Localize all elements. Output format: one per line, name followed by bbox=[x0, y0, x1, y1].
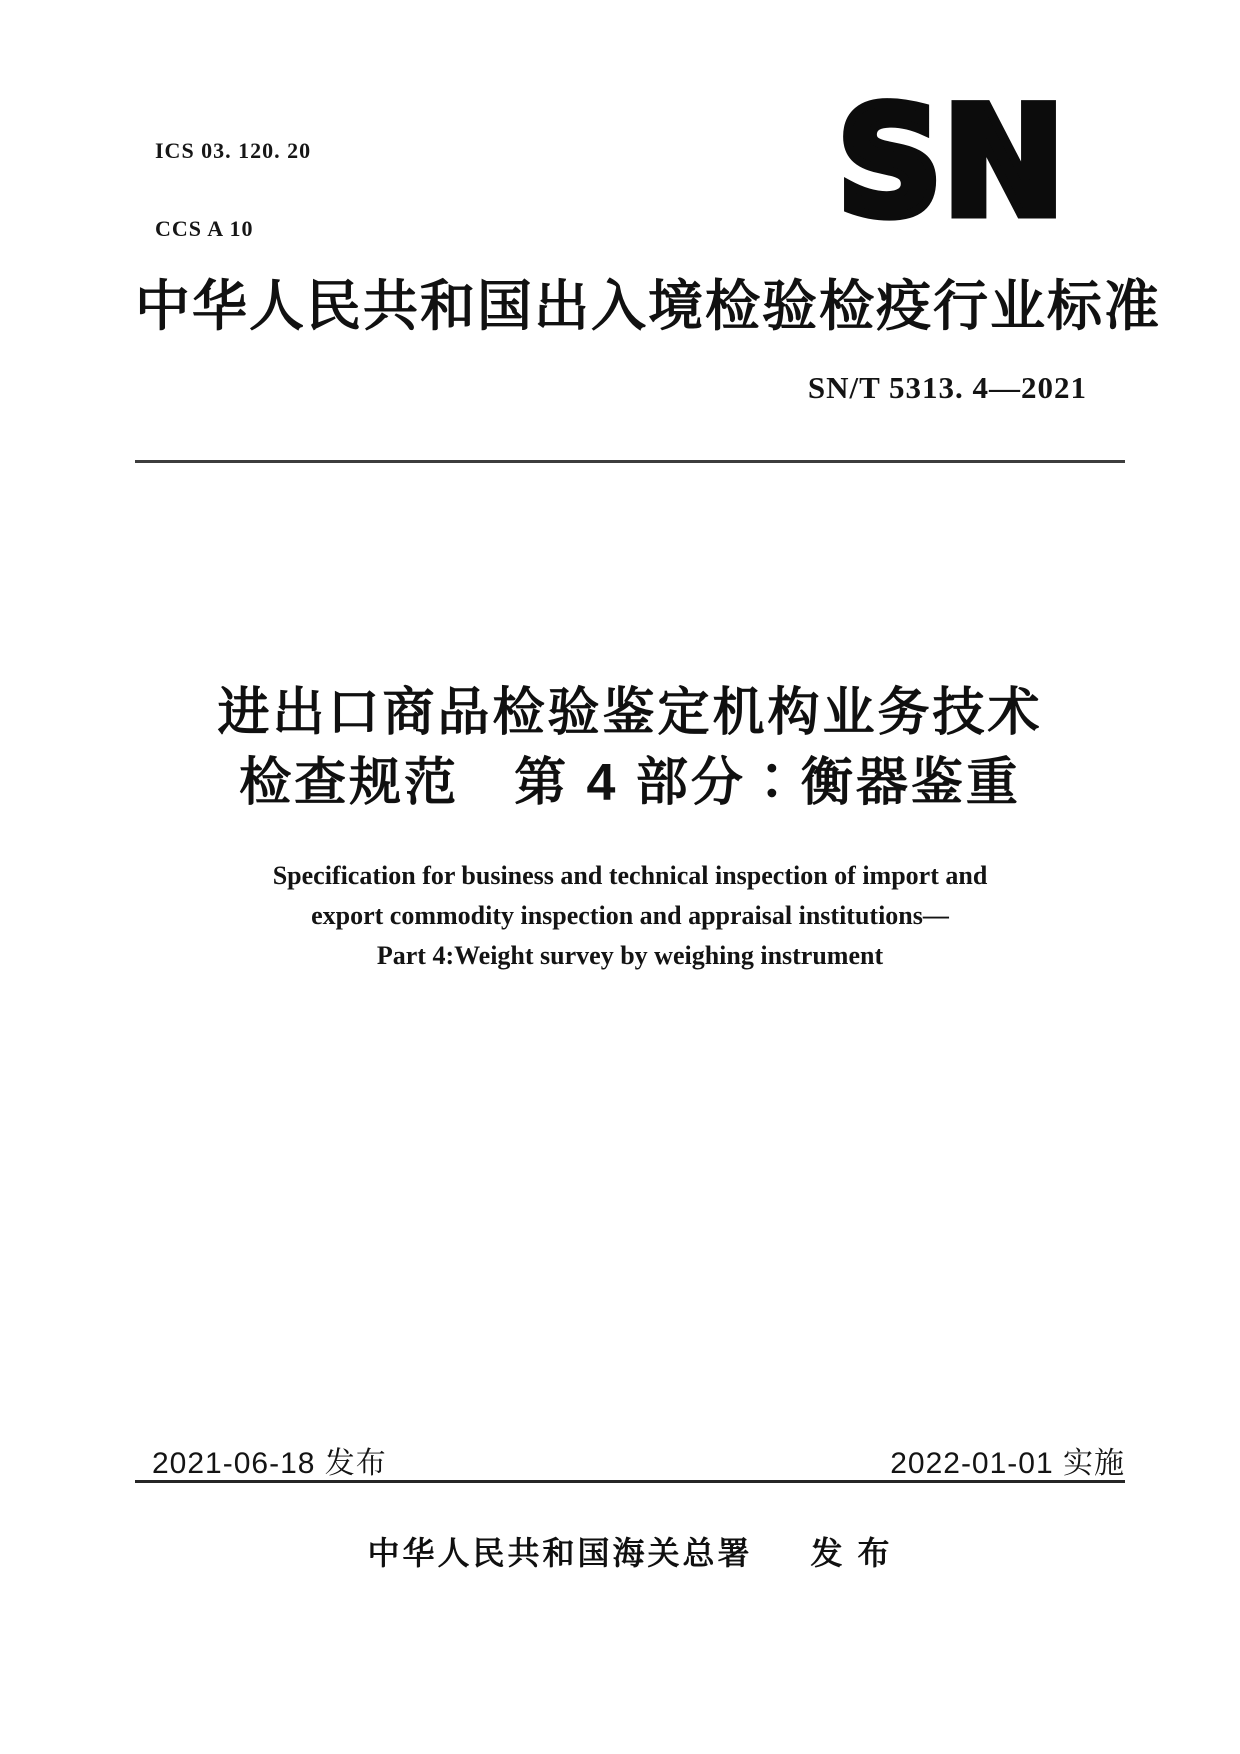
document-title-chinese-line1: 进出口商品检验鉴定机构业务技术 bbox=[217, 684, 1043, 742]
publisher-row bbox=[135, 1528, 1125, 1574]
ics-code: ICS 03. 120. 20 bbox=[155, 138, 312, 163]
top-divider bbox=[135, 460, 1125, 463]
publisher-name: 中华人民共和国海关总署 bbox=[367, 1535, 753, 1571]
sn-logo bbox=[826, 98, 1076, 236]
document-title-english bbox=[135, 856, 1125, 976]
document-title-english-line1: Specification for business and technical inspection of import and bbox=[272, 861, 988, 890]
dates-row bbox=[152, 1438, 1125, 1482]
standard-number: SN/T 5313. 4—2021 bbox=[807, 370, 1087, 405]
document-title-english-line3: Part 4:Weight survey by weighing instrument bbox=[376, 941, 884, 970]
document-title-english-line2: export commodity inspection and appraisal institutions— bbox=[311, 901, 949, 930]
header-title: 中华人民共和国出入境检验检疫行业标准 bbox=[135, 275, 1162, 337]
implement-date: 2022-01-01 实施 bbox=[890, 1447, 1125, 1480]
ccs-code: CCS A 10 bbox=[155, 216, 254, 241]
sn-logo-text: SN bbox=[837, 98, 1065, 236]
document-title-chinese bbox=[135, 678, 1125, 818]
bottom-divider bbox=[135, 1480, 1125, 1483]
document-title-chinese-line2: 检查规范 第 4 部分∶衡器鉴重 bbox=[239, 754, 1021, 812]
publish-label: 发 布 bbox=[810, 1535, 893, 1571]
issue-date: 2021-06-18 发布 bbox=[152, 1447, 387, 1480]
